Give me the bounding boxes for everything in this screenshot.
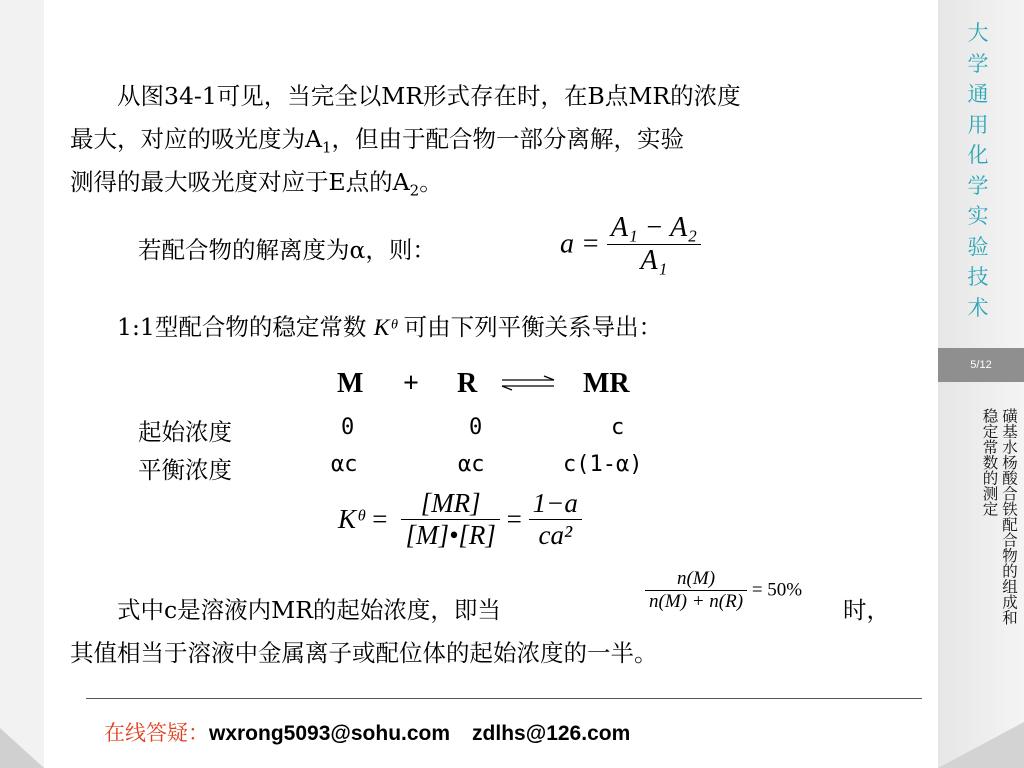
paragraph-line-3 (70, 161, 930, 213)
reaction-plus: + (403, 368, 419, 399)
footer (104, 717, 630, 747)
equilibrium-mr-value: c(1-α) (563, 452, 643, 477)
equilibrium-r-value: αc (458, 452, 485, 477)
equilibrium-conc-label: 平衡浓度 (138, 456, 232, 484)
left-corner-decor (0, 728, 44, 768)
initial-mr-value: c (611, 415, 625, 440)
stability-intro (70, 306, 930, 350)
k-eq-equals: = (506, 504, 522, 534)
footer-label: 在线答疑： (104, 721, 209, 745)
k-eq-lhs: Kᶿ = (338, 504, 389, 534)
reaction-m: M (337, 368, 364, 399)
ratio-fraction (645, 568, 747, 613)
right-corner-decor (938, 722, 1024, 768)
k-numerator-2: 1−a (532, 488, 578, 518)
left-decor-bar (0, 0, 44, 768)
course-title: 大学通用化学实验技术 (967, 21, 989, 320)
equilibrium-arrow-icon (500, 375, 556, 391)
k-denominator-2: ca² (529, 519, 582, 551)
ratio-denominator: n(M) + n(R) (645, 590, 747, 613)
alpha-numerator: A₁ − A₂ (610, 212, 697, 243)
equilibrium-m-value: αc (331, 452, 358, 477)
stability-intro-text: 1:1型配合物的稳定常数 (70, 313, 374, 341)
p1-line1-text: 从图34-1可见，当完全以MR形式存在时，在B点MR的浓度 (70, 82, 741, 110)
alpha-equation (560, 212, 701, 277)
alpha-denominator: A₁ (607, 244, 701, 277)
topic-title: 磺基水杨酸合铁配合物的组成和稳定常数的测定 (980, 408, 1018, 625)
k-denominator-1: [M]•[R] (401, 519, 499, 551)
reaction-r: R (457, 368, 478, 399)
p1-line3-text-end: 。 (419, 168, 443, 196)
k-theta-symbol: Kᶿ (373, 315, 397, 341)
page-indicator[interactable]: 5/12 (938, 348, 1024, 382)
k-fraction-2 (529, 488, 582, 551)
paragraph3-line-2: 其值相当于溶液中金属离子或配位体的起始浓度的一半。 (70, 639, 658, 667)
ratio-numerator: n(M) (677, 568, 716, 589)
p1-line3-text: 测得的最大吸光度对应于E点的A (70, 168, 410, 196)
ratio-rhs: = 50% (751, 579, 803, 601)
footer-email-1[interactable]: wxrong5093@sohu.com (209, 722, 451, 745)
alpha-eq-lhs: a = (560, 228, 600, 260)
initial-conc-label: 起始浓度 (138, 418, 232, 446)
subscript: 2 (409, 181, 420, 200)
alpha-fraction (607, 212, 701, 277)
paragraph-line-1 (70, 75, 930, 118)
initial-m-value: 0 (341, 415, 355, 440)
k-numerator-1: [MR] (420, 488, 481, 518)
paragraph3-line-1: 式中c是溶液内MR的起始浓度，即当 (70, 596, 501, 624)
k-equation (338, 488, 582, 551)
ratio-equation (645, 568, 802, 613)
stability-intro-text-end: 可由下列平衡关系导出： (396, 313, 663, 341)
footer-email-2[interactable]: zdlhs@126.com (472, 722, 631, 745)
reaction-mr: MR (583, 368, 630, 399)
alpha-intro: 若配合物的解离度为α，则： (138, 236, 436, 264)
k-fraction-1 (401, 488, 499, 551)
paragraph3-line-1-end: 时， (843, 596, 890, 624)
initial-r-value: 0 (469, 415, 483, 440)
footer-divider (86, 698, 922, 699)
p1-line2-text-end: ，但由于配合物一部分离解，实验 (331, 125, 685, 153)
p1-line2-text: 最大，对应的吸光度为A (70, 125, 322, 153)
subscript: 1 (321, 138, 332, 157)
